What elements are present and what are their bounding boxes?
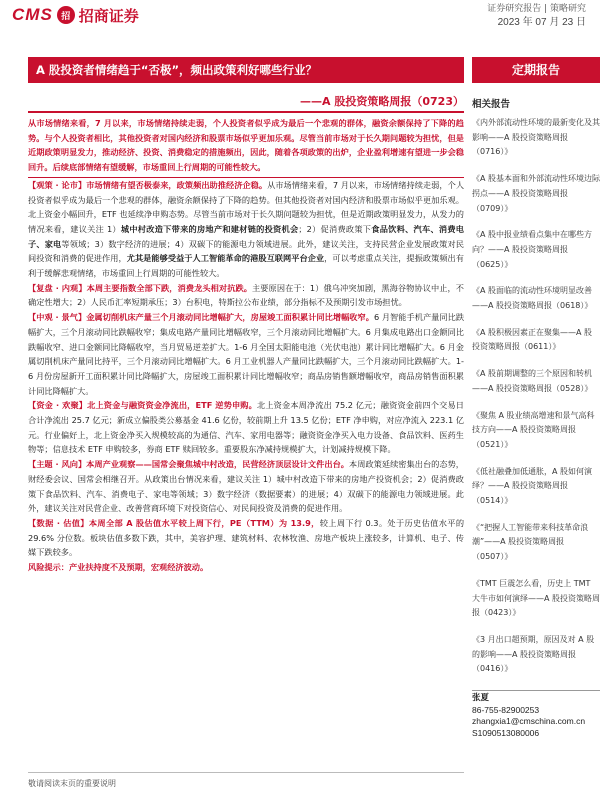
title-divider xyxy=(28,111,464,113)
section-bold: 城中村改造下带来的房地产和建材链的投资机会 xyxy=(120,223,299,234)
section-theme xyxy=(28,457,464,516)
section-industry xyxy=(28,310,464,398)
report-subtitle: ——A 股投资策略周报（0723） xyxy=(300,95,464,108)
analyst-email[interactable]: zhangxia1@cmschina.com.cn xyxy=(472,716,586,726)
section-funds xyxy=(28,398,464,457)
section-head: 【复盘 · 内观】本周主要指数全部下跌，消费龙头相对抗跌。 xyxy=(28,282,253,293)
section-bold: 食品饮料、汽车、消费电子、家电 xyxy=(28,223,464,249)
section-body: ，可以考虑重点关注，提振政策频出有利于缓解悲观情绪，市场重回上行周期的可能性较大。 xyxy=(28,253,464,279)
section-body: 主要原因在于：1）俄乌冲突加剧，黑海谷物协议中止，不确定性增大；2）人民币汇率短期承压；3）台积电，特斯拉公布业绩，部分指标不及预期引发市场担忧。 xyxy=(28,282,464,308)
section-body: 较上周下行 0.3。处于历史估值水平的 29.6% 分位数。板块估值多数下跌，其中，美容护理、建筑材料、农林牧渔、房地产板块上涨较多，计算机、电子、传媒下跌较多。 xyxy=(28,517,465,558)
report-header xyxy=(0,0,600,50)
related-report-item[interactable]: 《A 股中报业绩看点集中在哪些方向？——A 股投资策略周报（0625）》 xyxy=(472,230,593,269)
summary-paragraph: 从市场情绪来看，7 月以来，市场情绪持续走弱，个人投资者似乎成为最后一个悲观的群体，融资余额保持了下降的趋势。与个人投资者相比，其他投资者对国内经济和股票市场似乎更加乐观。尽管当前市场对于长久期问题较为担忧，但是近期政策明显发力，推动经济、投资、消费稳定的措施频出，因此，随着各项政策的出炉，企业盈利增速有望进一步会稳回升。后续底部情绪有望缓解，市场重回上行周期的可能性较大。 xyxy=(28,116,464,178)
section-body: ；2）促消费政策下 xyxy=(298,223,372,234)
related-reports-sidebar xyxy=(472,92,600,689)
analyst-phone: 86-755-82900253 xyxy=(472,704,540,715)
footer-note: 敬请阅读末页的重要说明 xyxy=(28,779,116,788)
risk-warning: 风险提示：产业扶持度不及预期，宏观经济波动。 xyxy=(28,562,209,573)
section-risk xyxy=(28,560,464,575)
company-logo xyxy=(12,4,139,26)
related-report-item[interactable]: 《内外部流动性环境的最新变化及其影响——A 股投资策略周报（0716）》 xyxy=(472,118,600,157)
section-head: 【主题 · 风向】本周产业观察——国常会聚焦城中村改造，民营经济顶层设计文件出台。 xyxy=(28,459,350,470)
related-report-item[interactable]: 《“把握人工智能带来科技革命浪潮”——A 股投资策略周报（0507）》 xyxy=(472,522,589,562)
analyst-license: S1090513080006 xyxy=(472,727,540,738)
report-title: A 股投资者情绪趋于“否极”，频出政策利好哪些行业？ xyxy=(28,57,464,83)
section-head: 【中观 · 景气】金属切削机床产量三个月滚动同比增幅扩大，房屋竣工面积累计同比增幅收窄。 xyxy=(28,312,374,323)
analyst-contact xyxy=(472,690,600,739)
section-head: 【观策 · 论市】市场情绪有望否极泰来，政策频出助推经济企稳。 xyxy=(28,179,268,190)
logo-chinese-name: 招商证券 xyxy=(78,6,139,25)
section-valuation xyxy=(28,516,464,560)
report-date: 2023 年 07 月 23 日 xyxy=(497,17,586,28)
main-content xyxy=(28,116,464,575)
related-report-item[interactable]: 《A 股面临的流动性环境明显改善——A 股投资策略周报（0618）》 xyxy=(472,286,593,311)
related-report-item[interactable]: 《A 股基本面和外部流动性环境边际拐点——A 股投资策略周报（0709）》 xyxy=(472,174,600,213)
section-body: 本周政策延续密集出台的态势，财经委会议、国常会相继召开。从政策出台情况来看，建议关注 1）城中村改造下带来的房地产投资机会；2）促消费政策下食品饮料、汽车、消费电子、家电等领域；3）数字经济（数据要素）的进展；4）双碳下的能源电力领域进展。此外，建议关注对民营企业、改善营商环境下对投资信心、对民间投资及消费的促进作用。 xyxy=(28,459,464,514)
related-report-item[interactable]: 《3 月出口超预期，原因及对 A 股的影响——A 股投资策略周报（0416）》 xyxy=(472,634,595,674)
header-meta xyxy=(487,2,586,30)
related-report-item[interactable]: 《A 股前期调整的三个原因和转机——A 股投资策略周报（0528）》 xyxy=(472,369,593,393)
section-head: 【数据 · 估值】本周全部 A 股估值水平较上周下行，PE（TTM）为 13.9， xyxy=(28,517,320,528)
footer-divider xyxy=(28,772,464,773)
report-type-tag: 定期报告 xyxy=(472,57,600,83)
related-report-item[interactable]: 《低社融叠加低通胀，A 股如何演绎？——A 股投资策略周报（0514）》 xyxy=(472,466,593,506)
analyst-name: 张夏 xyxy=(472,690,600,705)
section-body: 从市场情绪来看，7 月以来，市场情绪持续走弱，个人投资者似乎成为最后一个悲观的群体，融资余额保持了下降的趋势。但其他投资者对国内经济和股票市场似乎更加乐观。北上资金小幅回升，ETF 也延续净申购态势。尽管当前市场对于长久期问题较为担忧，但是近期政策明显发力，从发力的情况来看，建议关注 1） xyxy=(28,179,465,234)
section-body: 等领域；3）数字经济的进展；4）双碳下的能源电力领域进展。此外，建议关注，支持民营企业发展政策对民间投资和消费的促进作用， xyxy=(28,238,464,264)
section-view xyxy=(28,178,464,281)
logo-mark-icon: 招 xyxy=(57,6,75,24)
related-reports-heading: 相关报告 xyxy=(472,99,511,110)
section-bold: 尤其是能够受益于人工智能革命的港股互联网平台企业 xyxy=(126,253,325,264)
related-report-item[interactable]: 《A 股积极因素正在聚集——A 股投资策略周报（0611）》 xyxy=(472,327,593,352)
related-report-item[interactable]: 《聚焦 A 股业绩高增速和景气高科技方向——A 股投资策略周报（0521）》 xyxy=(472,410,595,449)
section-body: 北上资金本周净流出 75.2 亿元；融资资金前四个交易日合计净流出 25.7 亿元；新成立偏股类公募基金 41.6 亿份，较前期上升 13.5 亿份；ETF 净申购，对应净流入 223.1 亿元。行业偏好上，北上资金净买入规模较高的为通信、汽车、家用电器等；融资资金净买入电力设备、食品饮料、医药生物等；信息技术 ETF 申购较多，券商 ETF 赎回较多。重要股东净减持规模扩大，计划减持规模下降。 xyxy=(28,400,464,455)
logo-cms-text: CMS xyxy=(12,5,53,24)
section-head: 【资金 · 欢聚】北上资金与融资资金净流出，ETF 逆势申购。 xyxy=(28,400,257,411)
report-series: 证券研究报告 | 策略研究 xyxy=(487,4,586,14)
section-review xyxy=(28,281,464,310)
related-report-item[interactable]: 《TMT 巨震怎么看，历史上 TMT 大牛市如何演绎——A 股投资策略周报（0423）》 xyxy=(472,578,600,618)
section-body: 6 月智能手机产量同比跌幅扩大，三个月滚动同比跌幅收窄；集成电路产量同比增幅收窄，三个月滚动同比增幅扩大。6 月集成电路出口金额同比跌幅收窄、进口金额同比降幅收窄，当月贸易逆差扩大。1-6 月全国太阳能电池（光伏电池）累计同比增幅扩大。6 月金属切削机床产量同比持平，三个月滚动同比增幅扩大。6 月工业机器人产量同比跌幅扩大，三个月滚动同比跌幅扩大。1-6 月份房屋新开工面积累计同比降幅扩大，房屋竣工面积累计同比增幅收窄；商品房销售额增幅收窄，商品房销售面积累计同比降幅扩大。 xyxy=(28,312,465,396)
